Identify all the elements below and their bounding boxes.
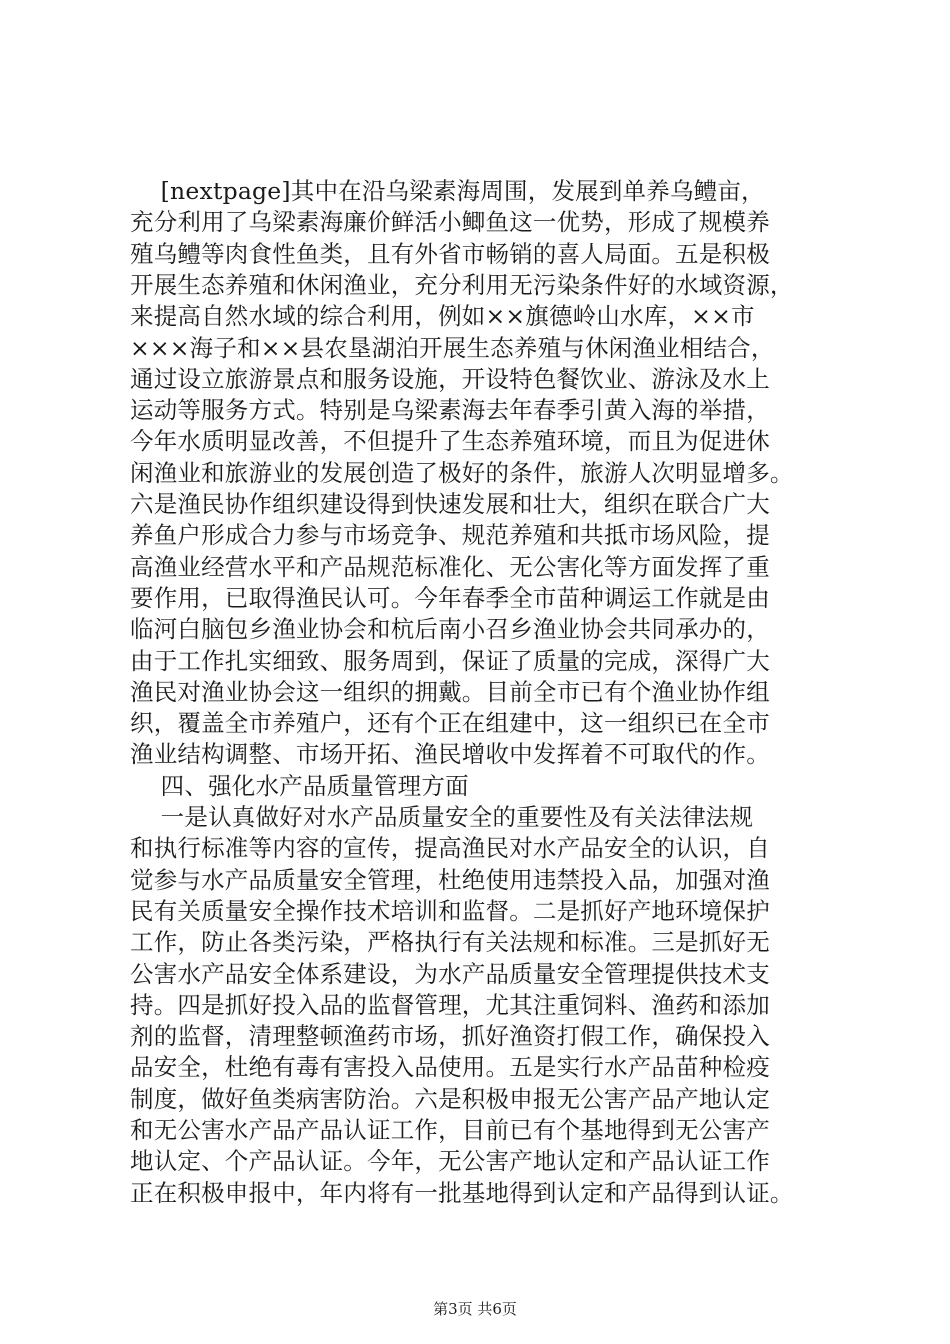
text-line: 运动等服务方式。特别是乌梁素海去年春季引黄入海的举措， [130, 396, 770, 425]
text-line: 殖乌鳢等肉食性鱼类，且有外省市畅销的喜人局面。五是积极 [130, 239, 770, 268]
text-line: 高渔业经营水平和产品规范标准化、无公害化等方面发挥了重 [130, 552, 770, 581]
text-line: 民有关质量安全操作技术培训和监督。二是抓好产地环境保护 [130, 896, 770, 925]
text-line: 一是认真做好对水产品质量安全的重要性及有关法律法规 [130, 803, 754, 831]
section-heading: 四、强化水产品质量管理方面 [130, 771, 469, 800]
text-line: 织，覆盖全市养殖户，还有个正在组建中，这一组织已在全市 [130, 709, 770, 738]
text-line: 养鱼户形成合力参与市场竞争、规范养殖和共抵市场风险，提 [130, 521, 770, 550]
text-line: 要作用，已取得渔民认可。今年春季全市苗种调运工作就是由 [130, 583, 770, 612]
text-line: 剂的监督，清理整顿渔药市场，抓好渔资打假工作，确保投入 [130, 1022, 770, 1051]
text-line: 和执行标准等内容的宣传，提高渔民对水产品安全的认识，自 [130, 834, 770, 863]
text-line: 来提高自然水域的综合利用，例如××旗德岭山水库，××市 [130, 302, 755, 331]
text-line: 公害水产品安全体系建设，为水产品质量安全管理提供技术支 [130, 959, 770, 988]
text-line: 地认定、个产品认证。今年，无公害产地认定和产品认证工作 [130, 1147, 770, 1176]
text-line: 工作，防止各类污染，严格执行有关法规和标准。三是抓好无 [130, 928, 770, 957]
text-line: 渔民对渔业协会这一组织的拥戴。目前全市已有个渔业协作组 [130, 677, 770, 706]
text-line: 品安全，杜绝有毒有害投入品使用。五是实行水产品苗种检疫 [130, 1053, 770, 1082]
text-line: 今年水质明显改善，不但提升了生态养殖环境，而且为促进休 [130, 427, 770, 456]
text-line: 制度，做好鱼类病害防治。六是积极申报无公害产品产地认定 [130, 1084, 770, 1113]
text-line: [nextpage]其中在沿乌梁素海周围，发展到单养乌鳢亩， [130, 177, 765, 205]
page-number: 第3页 共6页 [433, 1300, 517, 1318]
text-line: 持。四是抓好投入品的监督管理，尤其注重饲料、渔药和添加 [130, 990, 770, 1019]
text-line: 觉参与水产品质量安全管理，杜绝使用违禁投入品，加强对渔 [130, 865, 770, 894]
text-line: 正在积极申报中，年内将有一批基地得到认定和产品得到认证。 [130, 1178, 794, 1207]
text-line: 临河白脑包乡渔业协会和杭后南小召乡渔业协会共同承办的， [130, 615, 770, 644]
text-line: 开展生态养殖和休闲渔业，充分利用无污染条件好的水域资源， [130, 270, 794, 299]
text-line: 由于工作扎实细致、服务周到，保证了质量的完成，深得广大 [130, 646, 770, 675]
text-line: 充分利用了乌梁素海廉价鲜活小鲫鱼这一优势，形成了规模养 [130, 208, 770, 237]
text-line: 和无公害水产品产品认证工作，目前已有个基地得到无公害产 [130, 1116, 770, 1144]
text-line: 闲渔业和旅游业的发展创造了极好的条件，旅游人次明显增多。 [130, 458, 794, 487]
text-line: 渔业结构调整、市场开拓、渔民增收中发挥着不可取代的作。 [130, 740, 770, 769]
text-line: ×××海子和××县农垦湖泊开展生态养殖与休闲渔业相结合， [130, 333, 775, 362]
text-line: 六是渔民协作组织建设得到快速发展和壮大，组织在联合广大 [130, 490, 770, 518]
text-line: 通过设立旅游景点和服务设施，开设特色餐饮业、游泳及水上 [130, 364, 770, 393]
